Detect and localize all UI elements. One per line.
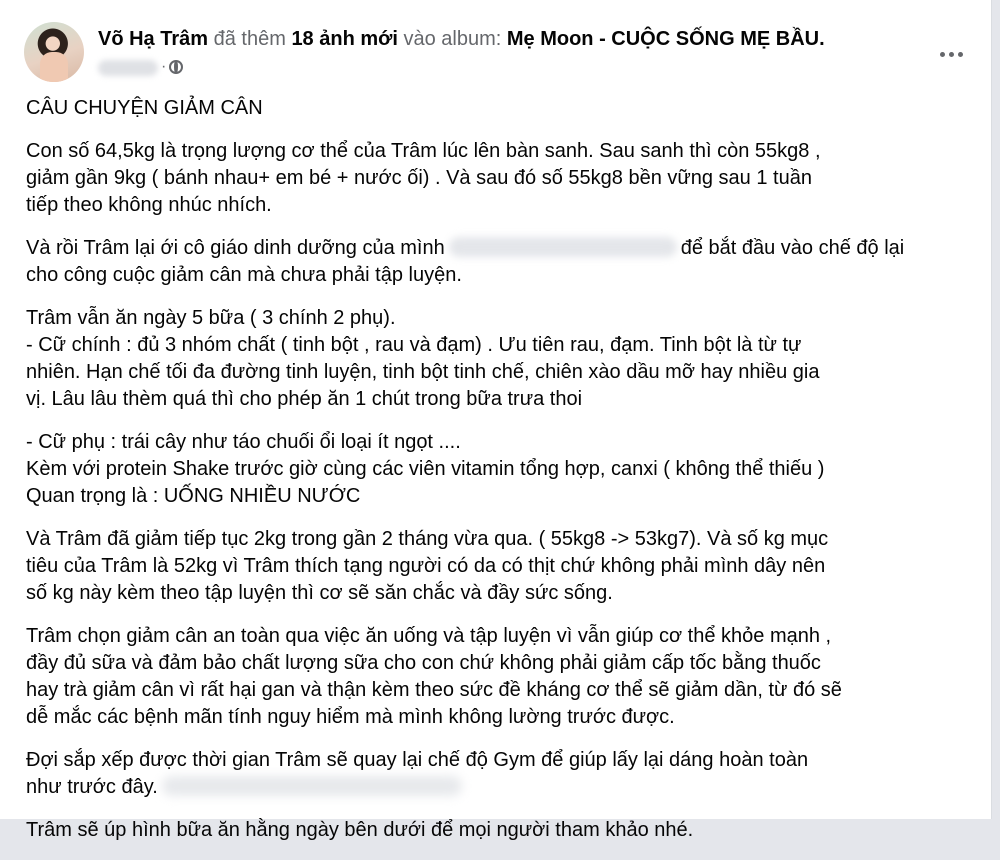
post-header-line bbox=[98, 26, 825, 52]
text-line bbox=[26, 774, 966, 801]
text-line: - Cữ chính : đủ 3 nhóm chất ( tinh bột , rau và đạm) . Ưu tiên rau, đạm. Tinh bột là từ tự bbox=[26, 334, 802, 356]
text-line: Con số 64,5kg là trọng lượng cơ thể của Trâm lúc lên bàn sanh. Sau sanh thì còn 55kg8 , bbox=[26, 140, 821, 162]
globe-icon[interactable] bbox=[169, 60, 183, 74]
text-line: Và Trâm đã giảm tiếp tục 2kg trong gần 2 tháng vừa qua. ( 55kg8 -> 53kg7). Và số kg mục bbox=[26, 528, 829, 550]
text-line: cho công cuộc giảm cân mà chưa phải tập luyện. bbox=[26, 264, 462, 286]
post-meta bbox=[98, 56, 183, 78]
text-line: Trâm vẫn ăn ngày 5 bữa ( 3 chính 2 phụ). bbox=[26, 307, 396, 329]
text-line: dễ mắc các bệnh mãn tính nguy hiểm mà mình không lường trước được. bbox=[26, 706, 675, 728]
paragraph-1 bbox=[26, 138, 966, 219]
text-segment: để bắt đầu vào chế độ lại bbox=[680, 237, 905, 259]
paragraph-2 bbox=[26, 235, 966, 289]
post-header bbox=[24, 22, 975, 82]
text-line bbox=[26, 235, 966, 262]
album-prefix: vào album: bbox=[397, 28, 507, 50]
paragraph-6 bbox=[26, 623, 966, 731]
text-line: Kèm với protein Shake trước giờ cùng các viên vitamin tổng hợp, canxi ( không thể thiếu ) bbox=[26, 458, 825, 480]
paragraph-7 bbox=[26, 747, 966, 801]
timestamp-blurred[interactable] bbox=[98, 60, 158, 76]
text-line: tiêu của Trâm là 52kg vì Trâm thích tạng người có da có thịt chứ không phải mình dây nên bbox=[26, 555, 826, 577]
text-line: hay trà giảm cân vì rất hại gan và thận kèm theo sức đề kháng cơ thể sẽ giảm dần, từ đó sẽ bbox=[26, 679, 842, 701]
text-line: giảm gần 9kg ( bánh nhau+ em bé + nước ối) . Và sau đó số 55kg8 bền vững sau 1 tuần bbox=[26, 167, 812, 189]
action-text: đã thêm bbox=[208, 28, 292, 50]
album-link[interactable]: Mẹ Moon - CUỘC SỐNG MẸ BẦU. bbox=[506, 28, 825, 50]
text-line: số kg này kèm theo tập luyện thì cơ sẽ săn chắc và đầy sức sống. bbox=[26, 582, 613, 604]
more-icon bbox=[940, 52, 945, 57]
text-line: đầy đủ sữa và đảm bảo chất lượng sữa cho con chứ không phải giảm cấp tốc bằng thuốc bbox=[26, 652, 821, 674]
text-line: nhiên. Hạn chế tối đa đường tinh luyện, tinh bột tinh chế, chiên xào dầu mỡ hay nhiều gia bbox=[26, 361, 820, 383]
paragraph-8: Trâm sẽ úp hình bữa ăn hằng ngày bên dưới để mọi người tham khảo nhé. bbox=[26, 819, 694, 841]
paragraph-4 bbox=[26, 429, 966, 510]
paragraph-5 bbox=[26, 526, 966, 607]
text-line: Quan trọng là : UỐNG NHIỀU NƯỚC bbox=[26, 485, 361, 507]
photo-count-link[interactable]: 18 ảnh mới bbox=[291, 28, 398, 50]
text-segment: như trước đây. bbox=[26, 776, 158, 798]
meta-separator: · bbox=[161, 58, 167, 75]
more-options-button[interactable] bbox=[933, 36, 969, 72]
post-title: CÂU CHUYỆN GIẢM CÂN bbox=[26, 97, 263, 119]
text-segment: Và rồi Trâm lại ới cô giáo dinh dưỡng của mình bbox=[26, 237, 445, 259]
paragraph-3 bbox=[26, 305, 966, 413]
blurred-tag[interactable] bbox=[449, 237, 677, 257]
post-content bbox=[26, 95, 966, 860]
text-line: Trâm chọn giảm cân an toàn qua việc ăn uống và tập luyện vì vẫn giúp cơ thể khỏe mạnh , bbox=[26, 625, 832, 647]
text-line: Đợi sắp xếp được thời gian Trâm sẽ quay lại chế độ Gym để giúp lấy lại dáng hoàn toàn bbox=[26, 749, 809, 771]
text-line: - Cữ phụ : trái cây như táo chuối ổi loại ít ngọt .... bbox=[26, 431, 461, 453]
blurred-text bbox=[162, 776, 462, 796]
text-line: vị. Lâu lâu thèm quá thì cho phép ăn 1 chút trong bữa trưa thoi bbox=[26, 388, 583, 410]
avatar[interactable] bbox=[24, 22, 84, 82]
text-line: tiếp theo không nhúc nhích. bbox=[26, 194, 272, 216]
author-name[interactable]: Võ Hạ Trâm bbox=[98, 28, 209, 50]
